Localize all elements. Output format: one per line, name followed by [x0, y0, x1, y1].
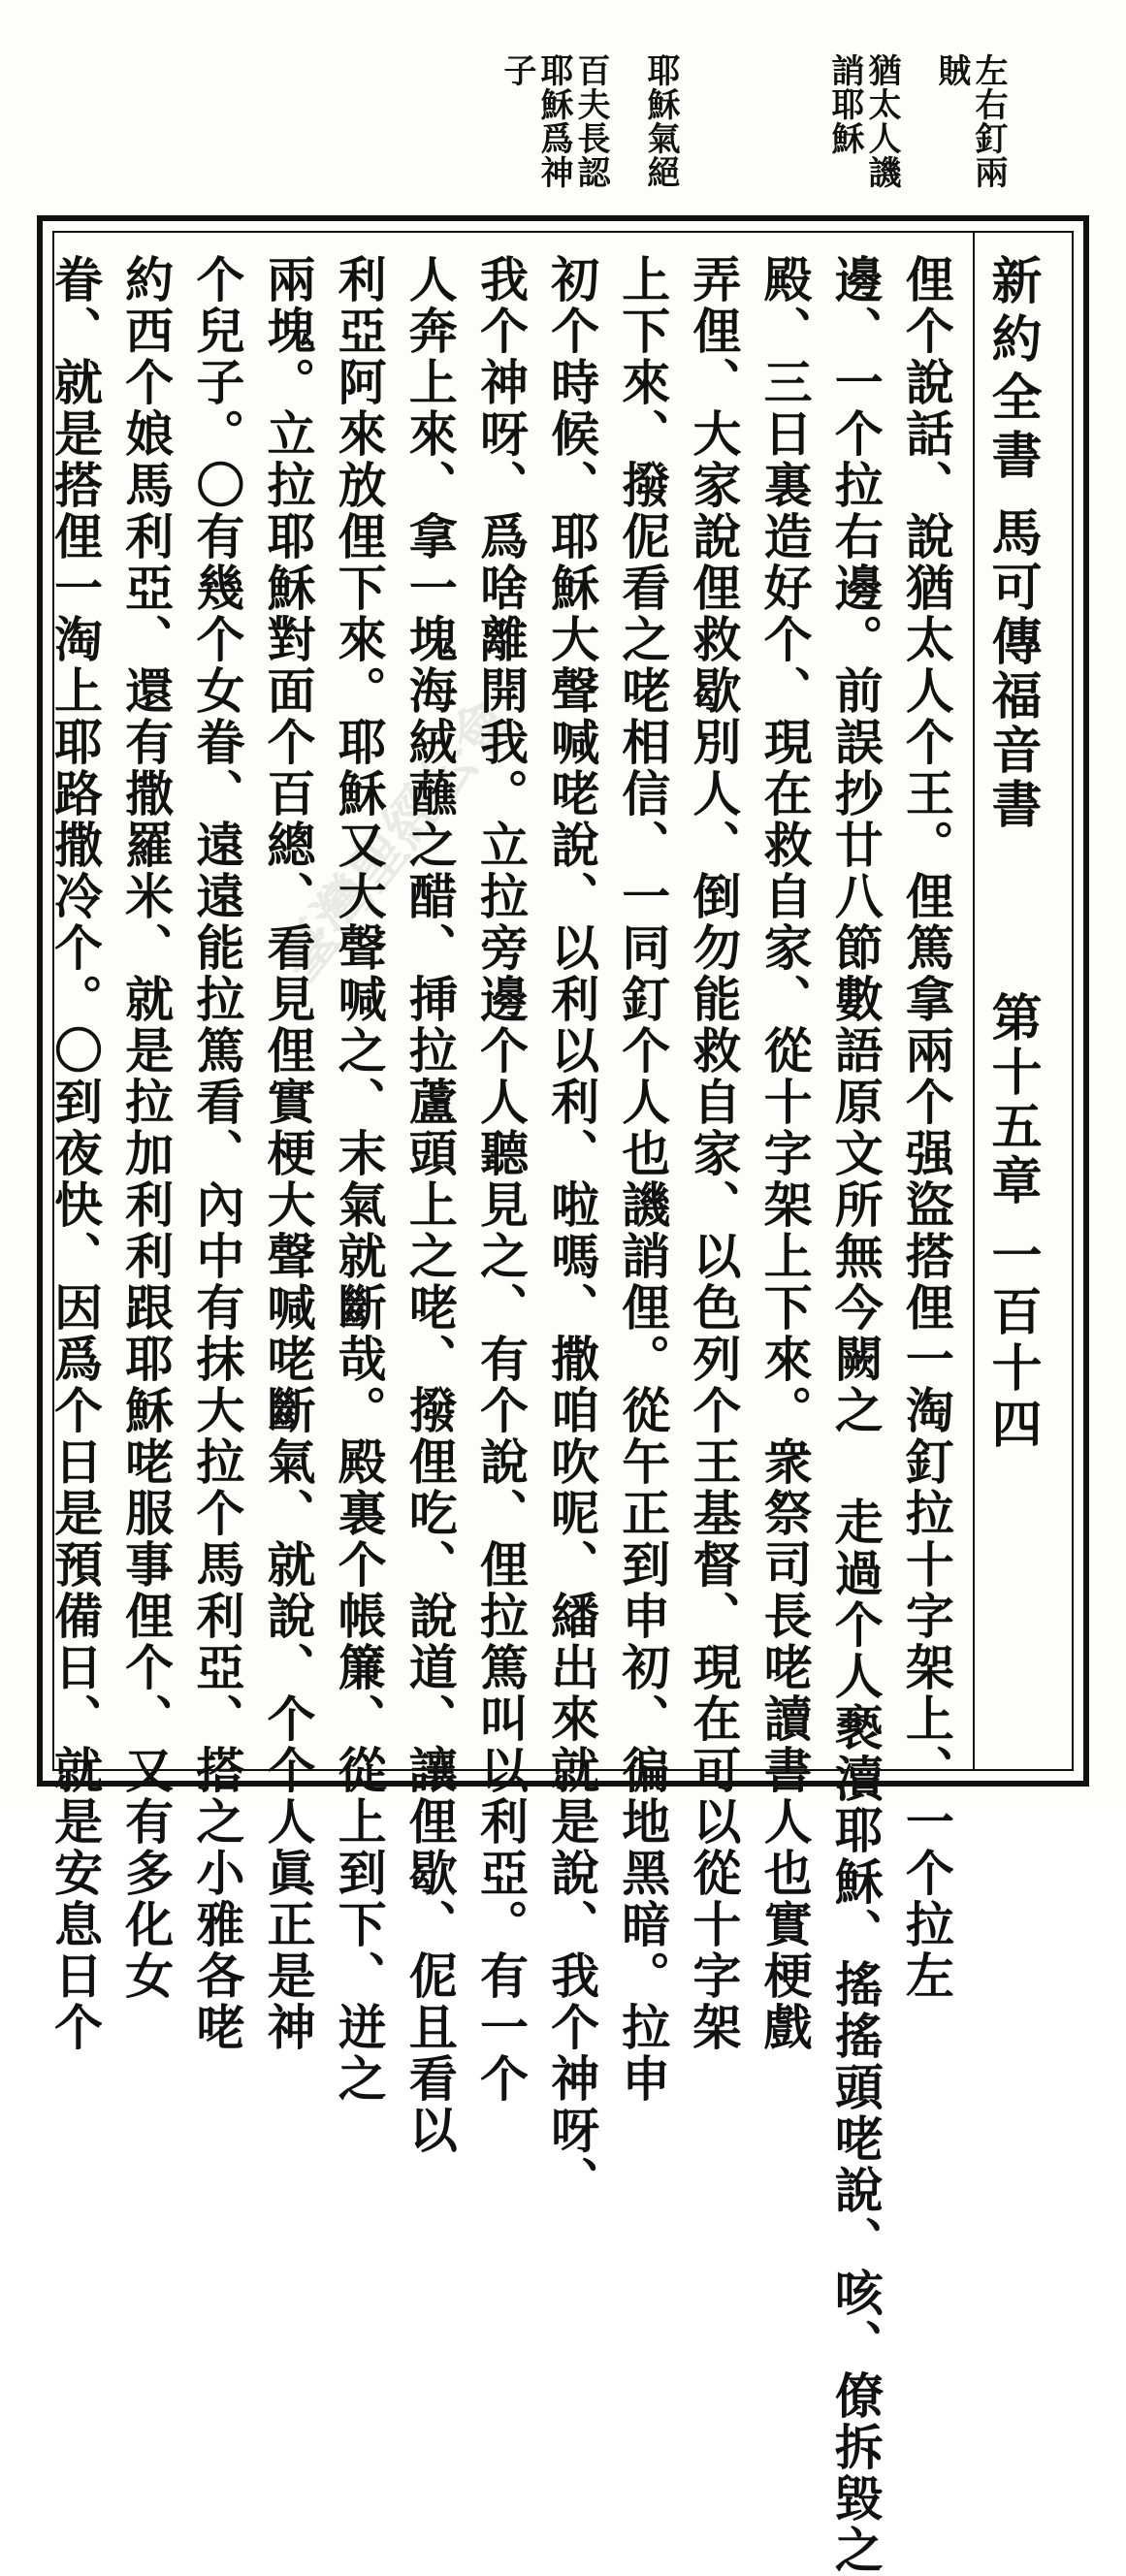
chapter-number: 第十五章	[982, 991, 1042, 1208]
running-header	[979, 254, 1056, 1777]
text-column: 我个神呀、爲啥離開我。立拉旁邊个人聽見之、有个說、俚拉篤叫以利亞。有一个	[471, 254, 530, 2105]
book-title: 新約全書	[982, 254, 1042, 487]
watermark: 臺灣聖經公會	[266, 686, 526, 993]
margin-note-text: 耶穌爲神	[534, 53, 573, 189]
text-column: 兩塊。立拉耶穌對面个百總、看見俚實梗大聲喊咾斷氣、就說、个个人眞正是神	[259, 254, 317, 2053]
text-column: 上下來、撥伲看之咾相信、一同釘个人也譏誚俚。從午正到申初、徧地黑暗。拉申	[614, 254, 672, 2105]
margin-note-3	[641, 53, 680, 218]
margin-note-1	[932, 53, 1008, 218]
margin-note-text: 誚耶穌	[825, 53, 864, 155]
body-text	[39, 254, 955, 2576]
margin-note-text: 左右釘兩	[969, 53, 1008, 189]
text-column: 利亞阿來放俚下來。耶穌又大聲喊之、末氣就斷哉。殿裏个帳簾、從上到下、迸之	[330, 254, 388, 2105]
text-frame-inner	[47, 231, 1074, 2576]
header-divider	[973, 233, 975, 1769]
text-column: 約西个娘馬利亞、還有撒羅米、就是拉加利利跟耶穌咾服事俚个、又有多化女	[117, 254, 176, 2002]
page-number: 一百十四	[982, 1229, 1042, 1454]
text-column: 弄俚、大家說俚救歇別人、倒勿能救自家、以色列个王基督、現在可以從十字架	[685, 254, 743, 2053]
margin-note-text: 猶太人譏	[862, 53, 901, 189]
text-column: 邊、一个拉右邊。前誤抄廿八節數語原文所無今闕之 走過个人褻瀆耶穌、搖搖頭咾說、咳、僚拆毀之	[826, 254, 885, 2576]
margin-note-2	[825, 53, 901, 218]
text-column: 俚个說話、說猶太人个王。俚篤拿兩个强盜搭俚一淘釘拉十字架上、一个拉左	[897, 254, 955, 2002]
margin-note-text: 耶穌氣絕	[641, 53, 680, 189]
margin-note-text: 賊	[932, 53, 971, 87]
text-frame	[37, 215, 1089, 2576]
margin-note-text: 百夫長認	[571, 53, 610, 189]
text-column: 初个時候、耶穌大聲喊咾說、以利以利、啦嗎、撒咱吹呢、繙出來就是說、我个神呀、	[543, 254, 601, 2207]
gospel-title: 馬可傳福音書	[982, 506, 1042, 832]
margin-note-4	[498, 53, 610, 218]
margin-notes	[498, 53, 1008, 218]
text-column: 人奔上來、拿一塊海絨蘸之醋、挿拉蘆頭上之咾、撥俚吃、說道、讓俚歇、伲且看以	[401, 254, 459, 2156]
margin-note-text: 子	[498, 53, 536, 87]
text-column: 个兒子。〇有幾个女眷、遠遠能拉篤看、內中有抹大拉个馬利亞、搭之小雅各咾	[188, 254, 246, 2053]
text-column: 眷、就是搭俚一淘上耶路撒冷个。〇到夜快、因爲个日是預備日、就是安息日个	[47, 254, 104, 2053]
text-column: 殿、三日裏造好个、現在救自家、從十字架上下來。衆祭司長咾讀書人也實梗戲	[756, 254, 814, 2053]
